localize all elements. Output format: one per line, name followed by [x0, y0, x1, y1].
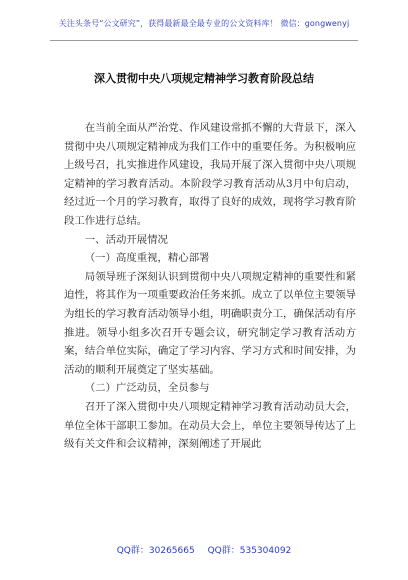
paragraph-intro: 在当前全面从严治党、作风建设常抓不懈的大背景下，深入贯彻中央八项规定精神成为我们工作中的重要任务。为积极响应上级号召，扎实推进作风建设，我局开展了深入贯彻中央八项规定精神的学习教育活动。本阶段学习教育活动从3月中旬启动，经过近一个月的学习教育，取得了良好的成效，现将学习教育阶段工作进行总结。	[64, 122, 356, 227]
subsection-heading: （一）高度重视，精心部署	[84, 252, 210, 265]
header-divider	[50, 40, 358, 41]
footer-qq-group-1: QQ群：30265665	[116, 546, 195, 556]
footer-qq-group-2: QQ群：535304092	[207, 546, 292, 556]
subsection-heading: （二）广泛动员，全员参与	[84, 382, 210, 395]
section-heading: 一、活动开展情况	[84, 233, 168, 246]
paragraph-body: 局领导班子深刻认识到贯彻中央八项规定精神的重要性和紧迫性，将其作为一项重要政治任务来抓。成立了以单位主要领导为组长的学习教育活动领导小组，明确职责分工，确保活动有序推进。领导小组多次召开专题会议，研究制定学习教育活动方案，结合单位实际，确定了学习内容、学习方式和时间安排，为活动的顺利开展奠定了坚实基础。	[64, 270, 356, 376]
header-banner: 关注头条号“公文研究”，获得最新最全最专业的公文资料库！ 微信：gongwenyj	[58, 19, 350, 28]
document-title: 深入贯彻中央八项规定精神学习教育阶段总结	[94, 72, 314, 85]
footer-contact	[0, 543, 408, 556]
paragraph-body: 召开了深入贯彻中央八项规定精神学习教育活动动员大会，单位全体干部职工参加。在动员大会上，单位主要领导传达了上级有关文件和会议精神，深刻阐述了开展此	[64, 400, 356, 451]
document-body	[64, 119, 356, 454]
